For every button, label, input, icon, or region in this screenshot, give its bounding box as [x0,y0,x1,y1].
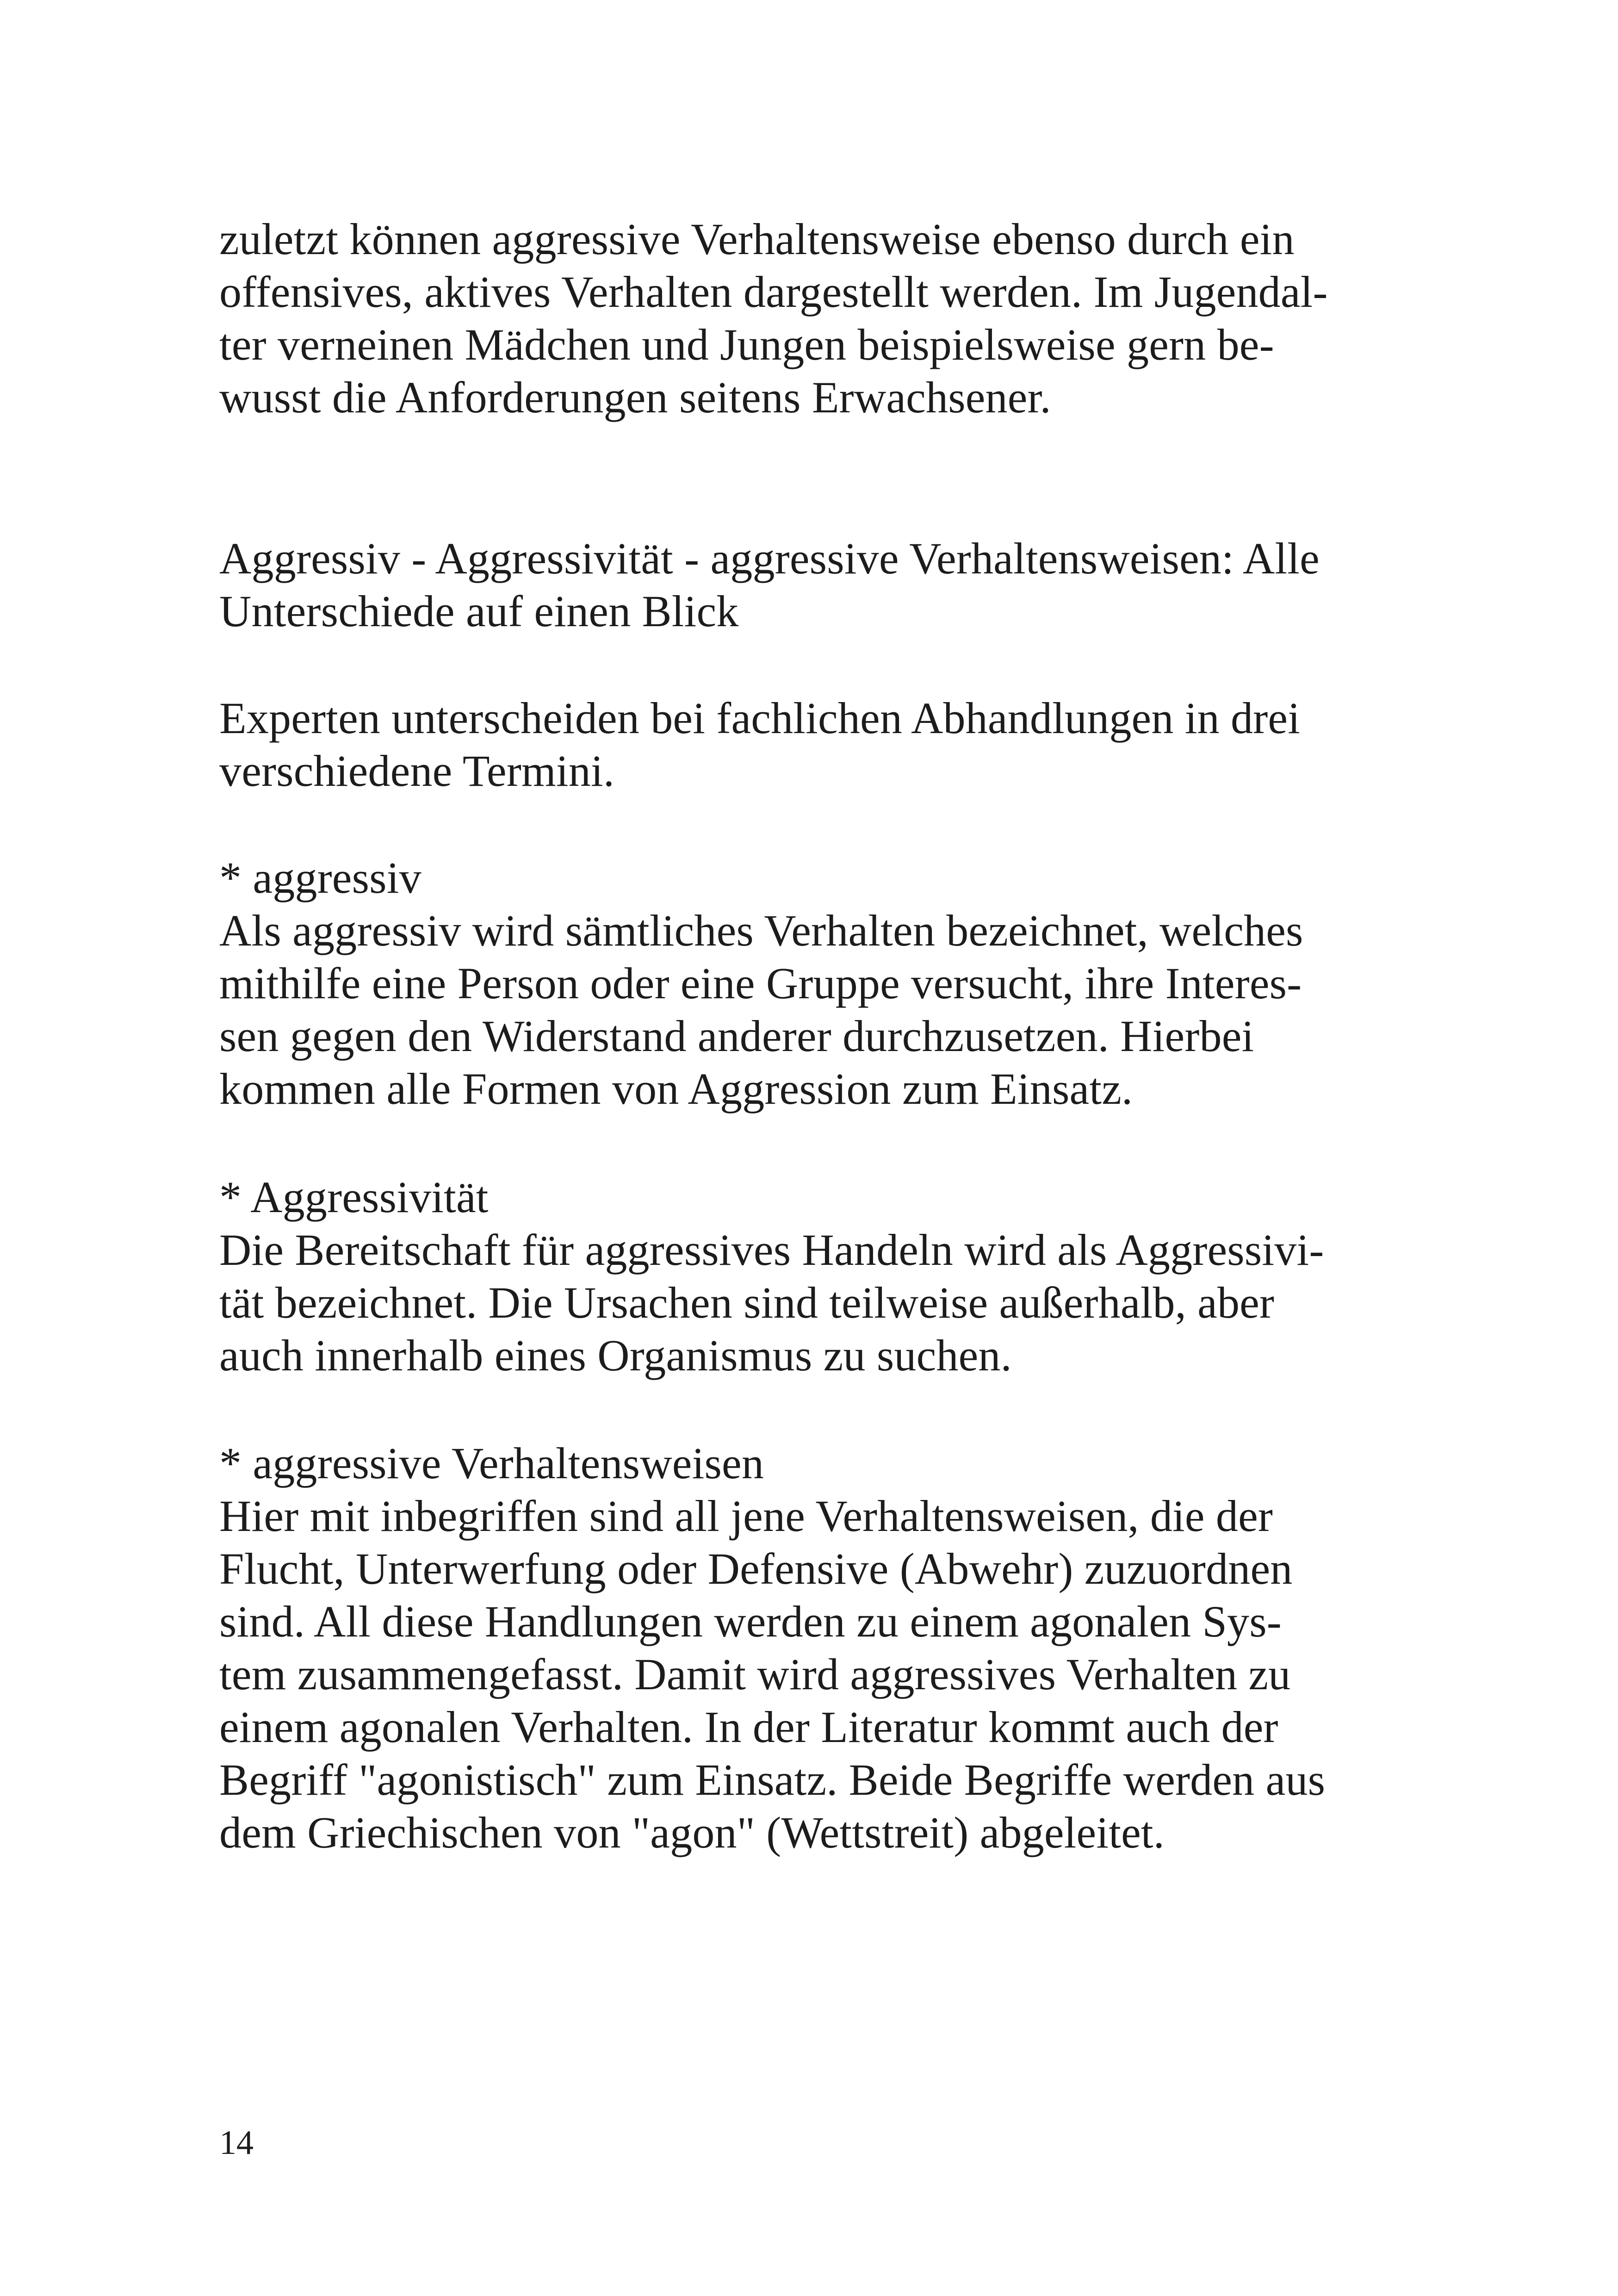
page-number: 14 [219,2124,254,2162]
text-line: dem Griechischen von "agon" (Wettstreit) abgeleitet. [219,1808,1165,1857]
text-line: sind. All diese Handlungen werden zu einem agonalen Sys- [219,1597,1282,1646]
intro-paragraph [219,213,1404,424]
experts-paragraph [219,692,1404,797]
text-line: sen gegen den Widerstand anderer durchzusetzen. Hierbei [219,1011,1254,1061]
text-line: kommen alle Formen von Aggression zum Einsatz. [219,1064,1133,1114]
text-line: einem agonalen Verhalten. In der Literatur kommt auch der [219,1702,1278,1752]
term-title: * aggressiv [219,853,422,902]
term-title: * Aggressivität [219,1172,489,1222]
heading-line: Aggressiv - Aggressivität - aggressive Verhaltensweisen: Alle [219,534,1320,583]
heading-line: Unterschiede auf einen Blick [219,586,739,636]
term-aggressivitaet [219,1171,1404,1382]
text-line: Die Bereitschaft für aggressives Handeln wird als Aggressivi- [219,1225,1324,1275]
text-line: Hier mit inbegriffen sind all jene Verhaltensweisen, die der [219,1491,1273,1541]
text-line: auch innerhalb eines Organismus zu suchen. [219,1331,1012,1380]
text-line: wusst die Anforderungen seitens Erwachsener. [219,373,1051,422]
text-line: Als aggressiv wird sämtliches Verhalten bezeichnet, welches [219,906,1303,955]
text-line: Experten unterscheiden bei fachlichen Abhandlungen in drei [219,693,1301,743]
text-line: ter verneinen Mädchen und Jungen beispielsweise gern be- [219,320,1274,369]
text-line: verschiedene Termini. [219,746,615,796]
text-line: Begriff "agonistisch" zum Einsatz. Beide Begriffe werden aus [219,1755,1326,1804]
text-line: mithilfe eine Person oder eine Gruppe versucht, ihre Interes- [219,958,1302,1008]
text-line: Flucht, Unterwerfung oder Defensive (Abwehr) zuzuordnen [219,1544,1293,1593]
text-line: zuletzt können aggressive Verhaltensweise ebenso durch ein [219,214,1295,264]
text-line: offensives, aktives Verhalten dargestellt werden. Im Jugendal- [219,267,1328,317]
term-title: * aggressive Verhaltensweisen [219,1438,764,1488]
term-aggressiv [219,852,1404,1115]
term-aggressive-verhaltensweisen [219,1437,1404,1859]
text-line: tät bezeichnet. Die Ursachen sind teilweise außerhalb, aber [219,1278,1275,1327]
section-heading [219,532,1404,638]
text-line: tem zusammengefasst. Damit wird aggressives Verhalten zu [219,1649,1291,1699]
